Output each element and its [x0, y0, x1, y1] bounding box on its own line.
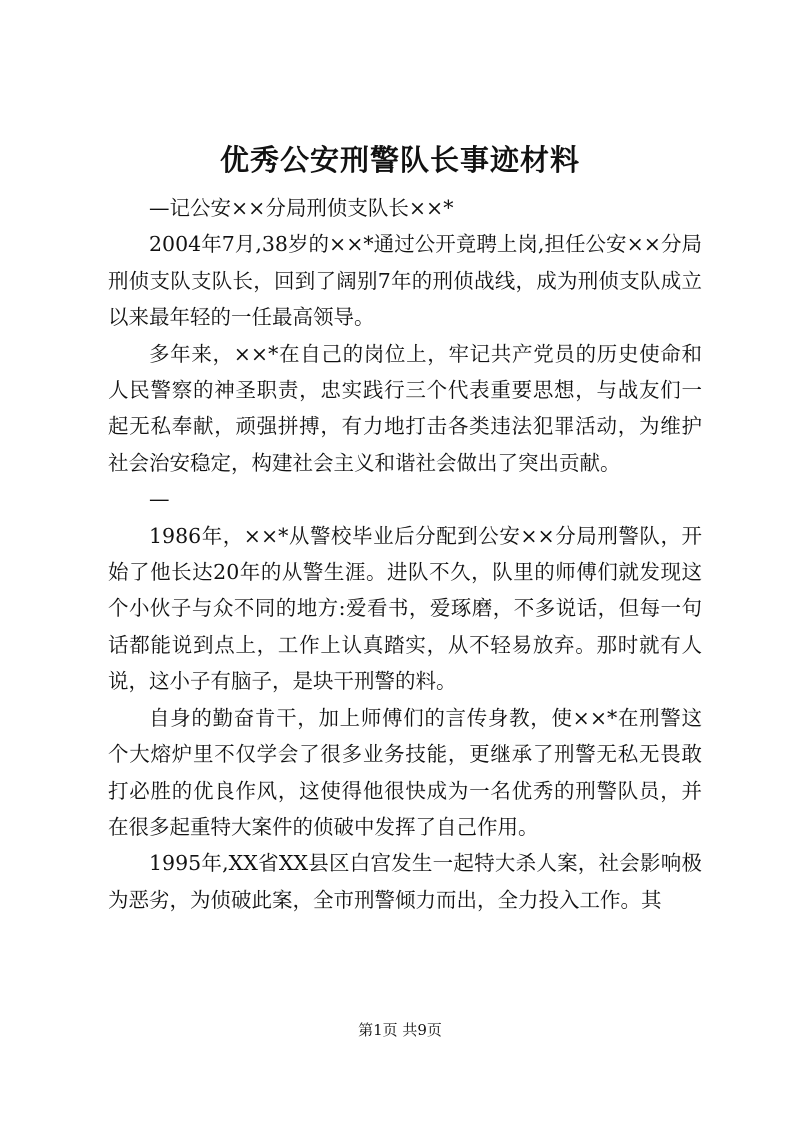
- body-paragraph: 2004年7月,38岁的××*通过公开竟聘上岗,担任公安××分局刑侦支队支队长，回到了阔别7年的刑侦战线，成为刑侦支队成立以来最年轻的一任最高领导。: [108, 232, 702, 330]
- body-paragraph: 自身的勤奋肯干，加上师傅们的言传身教，使××*在刑警这个大熔炉里不仅学会了很多业务技能，更继承了刑警无私无畏敢打必胜的优良作风，这使得他很快成为一名优秀的刑警队员，并在很多起重特大案件的侦破中发挥了自己作用。: [108, 705, 702, 839]
- subtitle-paragraph: —记公安××分局刑侦支队长××*: [149, 196, 454, 220]
- section-marker: —: [149, 487, 170, 512]
- body-paragraph: 1986年，××*从警校毕业后分配到公安××分局刑警队，开始了他长达20年的从警生涯。进队不久，队里的师傅们就发现这个小伙子与众不同的地方:爱看书，爱琢磨，不多说话，但每一句话都能说到点上，工作上认真踏实，从不轻易放弃。那时就有人说，这小子有脑子，是块干刑警的料。: [108, 523, 702, 694]
- document-title: 优秀公安刑警队长事迹材料: [219, 143, 580, 177]
- body-paragraph: 1995年,XX省XX县区白宫发生一起特大杀人案，社会影响极为恶劣，为侦破此案，全市刑警倾力而出，全力投入工作。其: [108, 851, 702, 912]
- page-footer: 第1页 共9页: [358, 1021, 442, 1039]
- document-body: [108, 190, 702, 918]
- body-paragraph: 多年来，××*在自己的岗位上，牢记共产党员的历史使命和人民警察的神圣职责，忠实践行三个代表重要思想，与战友们一起无私奉献，顽强拼搏，有力地打击各类违法犯罪活动，为维护社会治安稳定，构建社会主义和谐社会做出了突出贡献。: [108, 341, 702, 475]
